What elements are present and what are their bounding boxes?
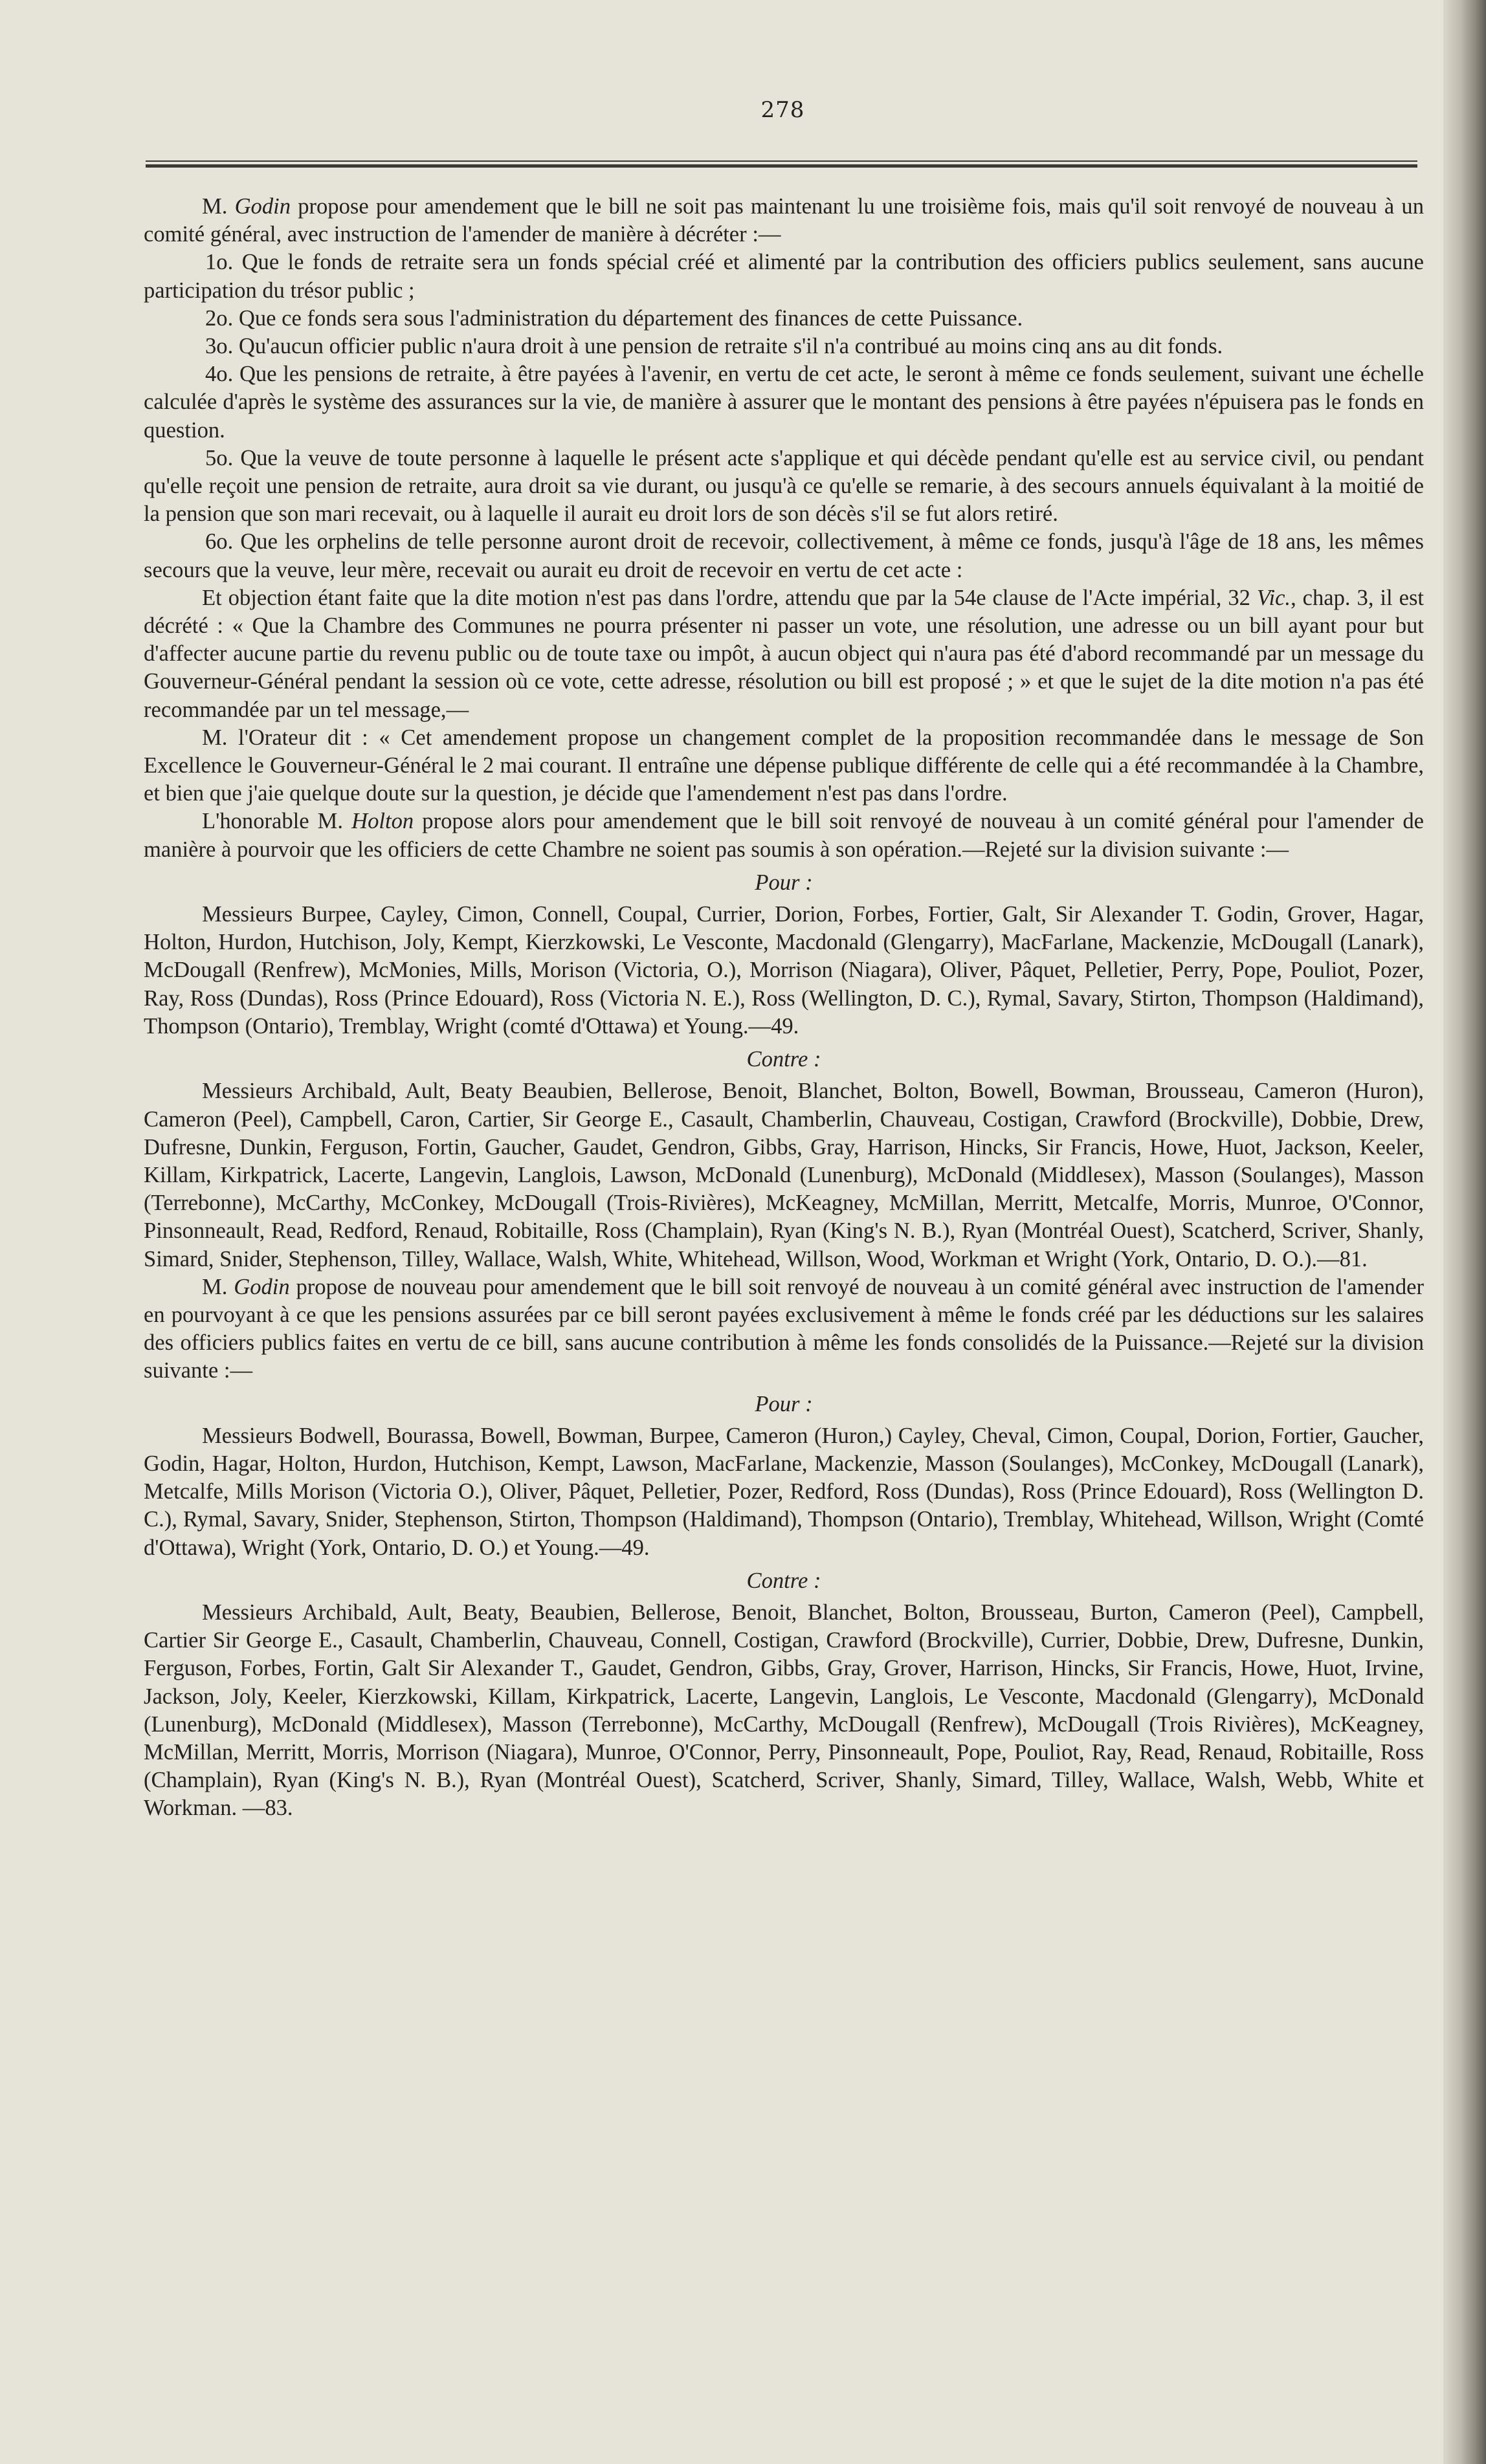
godin-second-motion-paragraph: M. Godin propose de nouveau pour amendement que le bill soit renvoyé de nouveau à un comité général avec instruction de l'amender en pourvoyant à ce que les pensions assurées par ce bill seront payées exclusivement à même le fonds créé par les déductions sur les salaires des officiers publics faites en vertu de ce bill, sans aucune contribution à même les fonds consolidés de la Puissance.—Rejeté sur la division suivante :— — [144, 1274, 1424, 1383]
amendment-item-4: 4o. Que les pensions de retraite, à être payées à l'avenir, en vertu de cet acte, le seront à même ce fonds seulement, suivant une échelle calculée d'après le système des assurances sur la vie, de manière à assurer que le montant des pensions à être payées n'épuisera pas le fonds en question. — [144, 362, 1424, 443]
division1-pour-names: Messieurs Burpee, Cayley, Cimon, Connell, Coupal, Currier, Dorion, Forbes, Fortier, Galt, Sir Alexander T. Godin, Grover, Hagar, Holton, Hurdon, Hutchison, Joly, Kempt, Kierzkowski, Le Vesconte, Macdonald (Glengarry), MacFarlane, Mackenzie, McDougall (Lanark), McDougall (Renfrew), McMonies, Mills, Morison (Victoria, O.), Morrison (Niagara), Oliver, Pâquet, Pelletier, Perry, Pope, Pouliot, Pozer, Ray, Ross (Dundas), Ross (Prince Edouard), Ross (Victoria N. E.), Ross (Wellington, D. C.), Rymal, Savary, Stirton, Thompson (Haldimand), Thompson (Ontario), Tremblay, Wright (comté d'Ottawa) et Young.—49. — [144, 902, 1424, 1039]
member-name-godin-2: Godin — [234, 1274, 290, 1299]
division2-contre-heading: Contre : — [746, 1568, 821, 1593]
godin-motion-paragraph: M. Godin propose pour amendement que le bill ne soit pas maintenant lu une troisième fois, mais qu'il soit renvoyé de nouveau à un comité général, avec instruction de l'amender de manière à décréter :— — [144, 194, 1424, 247]
amendment-item-5: 5o. Que la veuve de toute personne à laquelle le présent acte s'applique et qui décède pendant qu'elle est au service civil, ou pendant qu'elle reçoit une pension de retraite, aura droit sa vie durant, ou jusqu'à ce qu'elle se remarie, à des secours annuels équivalant à la moitié de la pension que son mari recevait, ou à laquelle il aurait eu droit lors de son décès s'il se fut alors retiré. — [144, 445, 1424, 527]
division2-contre-names: Messieurs Archibald, Ault, Beaty, Beaubien, Bellerose, Benoit, Blanchet, Bolton, Brousseau, Burton, Cameron (Peel), Campbell, Cartier Sir George E., Casault, Chamberlin, Chauveau, Connell, Costigan, Crawford (Brockville), Currier, Dobbie, Drew, Dufresne, Dunkin, Ferguson, Forbes, Fortin, Galt Sir Alexander T., Gaudet, Gendron, Gibbs, Gray, Grover, Harrison, Hincks, Sir Francis, Howe, Huot, Irvine, Jackson, Joly, Keeler, Kierzkowski, Killam, Kirkpatrick, Lacerte, Langevin, Langlois, Le Vesconte, Macdonald (Glengarry), McDonald (Lunenburg), McDonald (Middlesex), Masson (Terrebonne), McCarthy, McDougall (Renfrew), McDougall (Trois Rivières), McKeagney, McMillan, Merritt, Morris, Morrison (Niagara), Munroe, O'Connor, Perry, Pinsonneault, Pope, Pouliot, Ray, Read, Renaud, Robitaille, Ross (Champlain), Ryan (King's N. B.), Ryan (Montréal Ouest), Scatcherd, Scriver, Shanly, Simard, Tilley, Wallace, Walsh, Webb, White et Workman. —83. — [144, 1600, 1424, 1821]
holton-motion-paragraph: L'honorable M. Holton propose alors pour amendement que le bill soit renvoyé de nouveau à un comité général pour l'amender de manière à pourvoir que les officiers de cette Chambre ne soient pas soumis à son opération.—Rejeté sur la division suivante :— — [144, 809, 1424, 862]
division1-pour-heading: Pour : — [755, 870, 813, 895]
member-name-godin: Godin — [234, 194, 291, 219]
division1-contre-heading: Contre : — [746, 1047, 821, 1072]
page-edge-shadow — [1443, 0, 1486, 2464]
division1-contre-names: Messieurs Archibald, Ault, Beaty Beaubien, Bellerose, Benoit, Blanchet, Bolton, Bowell, Bowman, Brousseau, Cameron (Huron), Cameron (Peel), Campbell, Caron, Cartier, Sir George E., Casault, Chamberlin, Chauveau, Costigan, Crawford (Brockville), Dobbie, Drew, Dufresne, Dunkin, Ferguson, Fortin, Gaucher, Gaudet, Gendron, Gibbs, Gray, Harrison, Hincks, Sir Francis, Howe, Huot, Jackson, Keeler, Killam, Kirkpatrick, Lacerte, Langevin, Langlois, Lawson, McDonald (Lunenburg), McDonald (Middlesex), Masson (Soulanges), Masson (Terrebonne), McCarthy, McConkey, McDougall (Trois-Rivières), McKeagney, McMillan, Merritt, Metcalfe, Morris, Munroe, O'Connor, Pinsonneault, Read, Redford, Renaud, Robitaille, Ross (Champlain), Ryan (King's N. B.), Ryan (Montréal Ouest), Scatcherd, Scriver, Shanly, Simard, Snider, Stephenson, Tilley, Wallace, Walsh, White, Whitehead, Willson, Wood, Workman et Wright (York, Ontario, D. O.).—81. — [144, 1079, 1424, 1271]
journal-text — [144, 193, 1424, 1823]
objection-paragraph: Et objection étant faite que la dite motion n'est pas dans l'ordre, attendu que par la 54e clause de l'Acte impérial, 32 Vic., chap. 3, il est décrété : « Que la Chambre des Communes ne pourra présenter ni passer un vote, une résolution, une adresse ou un bill ayant pour but d'affecter aucune partie du revenu public ou de toute taxe ou impôt, à aucun object qui n'aura pas été d'abord recommandé par un message du Gouverneur-Général pendant la session où ce vote, cette adresse, résolution ou bill est proposé ; » et que le sujet de la dite motion n'a pas été recommandée par un tel message,— — [144, 585, 1425, 722]
amendment-item-1: 1o. Que le fonds de retraite sera un fonds spécial créé et alimenté par la contribution des officiers publics seulement, sans aucune participation du trésor public ; — [144, 250, 1424, 303]
page-number: 278 — [760, 97, 805, 123]
header-double-rule — [146, 160, 1417, 168]
amendment-item-3: 3o. Qu'aucun officier public n'aura droit à une pension de retraite s'il n'a contribué au moins cinq ans au dit fonds. — [205, 334, 1223, 359]
division2-pour-names: Messieurs Bodwell, Bourassa, Bowell, Bowman, Burpee, Cameron (Huron,) Cayley, Cheval, Cimon, Coupal, Dorion, Fortier, Gaucher, Godin, Hagar, Holton, Hurdon, Hutchison, Kempt, Lawson, MacFarlane, Mackenzie, Masson (Soulanges), McConkey, McDougall (Lanark), Metcalfe, Mills Morison (Victoria O.), Oliver, Pâquet, Pelletier, Pozer, Redford, Ross (Dundas), Ross (Prince Edouard), Ross (Wellington D. C.), Rymal, Savary, Snider, Stephenson, Stirton, Thompson (Haldimand), Thompson (Ontario), Tremblay, Whitehead, Willson, Wright (Comté d'Ottawa), Wright (York, Ontario, D. O.) et Young.—49. — [144, 1423, 1424, 1560]
member-name-holton: Holton — [351, 809, 414, 834]
speaker-ruling-paragraph: M. l'Orateur dit : « Cet amendement propose un changement complet de la proposition recommandée dans le message de Son Excellence le Gouverneur-Général le 2 mai courant. Il entraîne une dépense publique différente de celle qui a été recommandée à la Chambre, et bien que j'aie quelque doute sur la question, je décide que l'amendement n'est pas dans l'ordre. — [144, 725, 1424, 806]
amendment-item-2: 2o. Que ce fonds sera sous l'administration du département des finances de cette Puissance. — [205, 305, 1023, 331]
amendment-item-6: 6o. Que les orphelins de telle personne auront droit de recevoir, collectivement, à même ce fonds, jusqu'à l'âge de 18 ans, les mêmes secours que la veuve, leur mère, recevait ou aurait eu droit de recevoir en vertu de cet acte : — [144, 529, 1424, 582]
division2-pour-heading: Pour : — [755, 1391, 813, 1416]
